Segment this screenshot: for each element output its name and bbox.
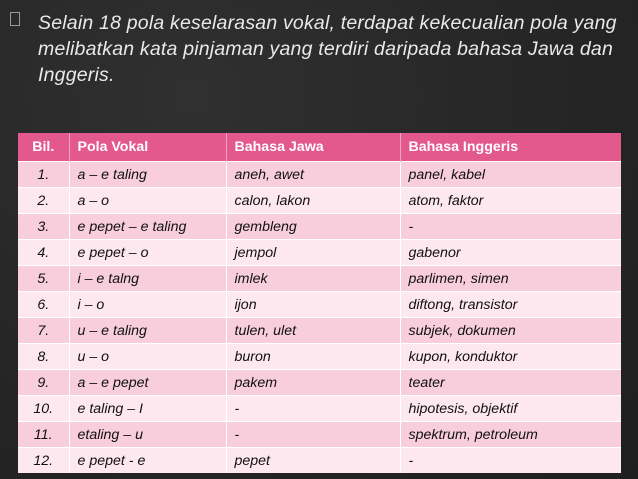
cell-javanese: tulen, ulet [226, 318, 400, 344]
cell-vowel-pattern: a – e taling [69, 162, 226, 188]
cell-number: 7. [18, 318, 69, 344]
cell-english: spektrum, petroleum [400, 422, 621, 448]
table-header-row [18, 133, 621, 162]
cell-vowel-pattern: e pepet – e taling [69, 214, 226, 240]
cell-english: hipotesis, objektif [400, 396, 621, 422]
cell-vowel-pattern: i – o [69, 292, 226, 318]
header-javanese: Bahasa Jawa [226, 133, 400, 162]
cell-english: parlimen, simen [400, 266, 621, 292]
cell-english: gabenor [400, 240, 621, 266]
table-row [18, 318, 621, 344]
table-row [18, 214, 621, 240]
cell-vowel-pattern: etaling – u [69, 422, 226, 448]
header-vowel-pattern: Pola Vokal [69, 133, 226, 162]
table-row [18, 240, 621, 266]
cell-vowel-pattern: e pepet – o [69, 240, 226, 266]
header-number: Bil. [18, 133, 69, 162]
cell-javanese: imlek [226, 266, 400, 292]
cell-number: 12. [18, 448, 69, 474]
cell-english: kupon, konduktor [400, 344, 621, 370]
cell-number: 3. [18, 214, 69, 240]
cell-number: 1. [18, 162, 69, 188]
cell-english: atom, faktor [400, 188, 621, 214]
cell-number: 8. [18, 344, 69, 370]
cell-javanese: calon, lakon [226, 188, 400, 214]
cell-javanese: ijon [226, 292, 400, 318]
cell-vowel-pattern: a – e pepet [69, 370, 226, 396]
bullet-icon [10, 12, 20, 26]
cell-vowel-pattern: i – e talng [69, 266, 226, 292]
table-row [18, 422, 621, 448]
cell-english: - [400, 214, 621, 240]
cell-number: 5. [18, 266, 69, 292]
cell-javanese: gembleng [226, 214, 400, 240]
cell-vowel-pattern: u – e taling [69, 318, 226, 344]
cell-javanese: - [226, 396, 400, 422]
cell-vowel-pattern: e pepet - e [69, 448, 226, 474]
cell-number: 2. [18, 188, 69, 214]
cell-vowel-pattern: e taling – I [69, 396, 226, 422]
cell-javanese: aneh, awet [226, 162, 400, 188]
table-row [18, 162, 621, 188]
intro-paragraph: Selain 18 pola keselarasan vokal, terdapat kekecualian pola yang melibatkan kata pinjaman yang terdiri daripada bahasa Jawa dan Inggeris. [38, 12, 617, 86]
table-row [18, 396, 621, 422]
cell-english: subjek, dokumen [400, 318, 621, 344]
slide-body [10, 10, 620, 88]
vowel-pattern-table [18, 133, 621, 473]
cell-javanese: buron [226, 344, 400, 370]
table-row [18, 188, 621, 214]
cell-english: diftong, transistor [400, 292, 621, 318]
cell-vowel-pattern: u – o [69, 344, 226, 370]
cell-javanese: pakem [226, 370, 400, 396]
cell-english: panel, kabel [400, 162, 621, 188]
cell-number: 6. [18, 292, 69, 318]
cell-english: teater [400, 370, 621, 396]
cell-javanese: jempol [226, 240, 400, 266]
header-english: Bahasa Inggeris [400, 133, 621, 162]
cell-number: 11. [18, 422, 69, 448]
cell-number: 9. [18, 370, 69, 396]
table-row [18, 344, 621, 370]
table-row [18, 370, 621, 396]
cell-english: - [400, 448, 621, 474]
cell-javanese: - [226, 422, 400, 448]
table-row [18, 266, 621, 292]
table-row [18, 448, 621, 474]
cell-vowel-pattern: a – o [69, 188, 226, 214]
cell-number: 10. [18, 396, 69, 422]
cell-number: 4. [18, 240, 69, 266]
cell-javanese: pepet [226, 448, 400, 474]
table-row [18, 292, 621, 318]
